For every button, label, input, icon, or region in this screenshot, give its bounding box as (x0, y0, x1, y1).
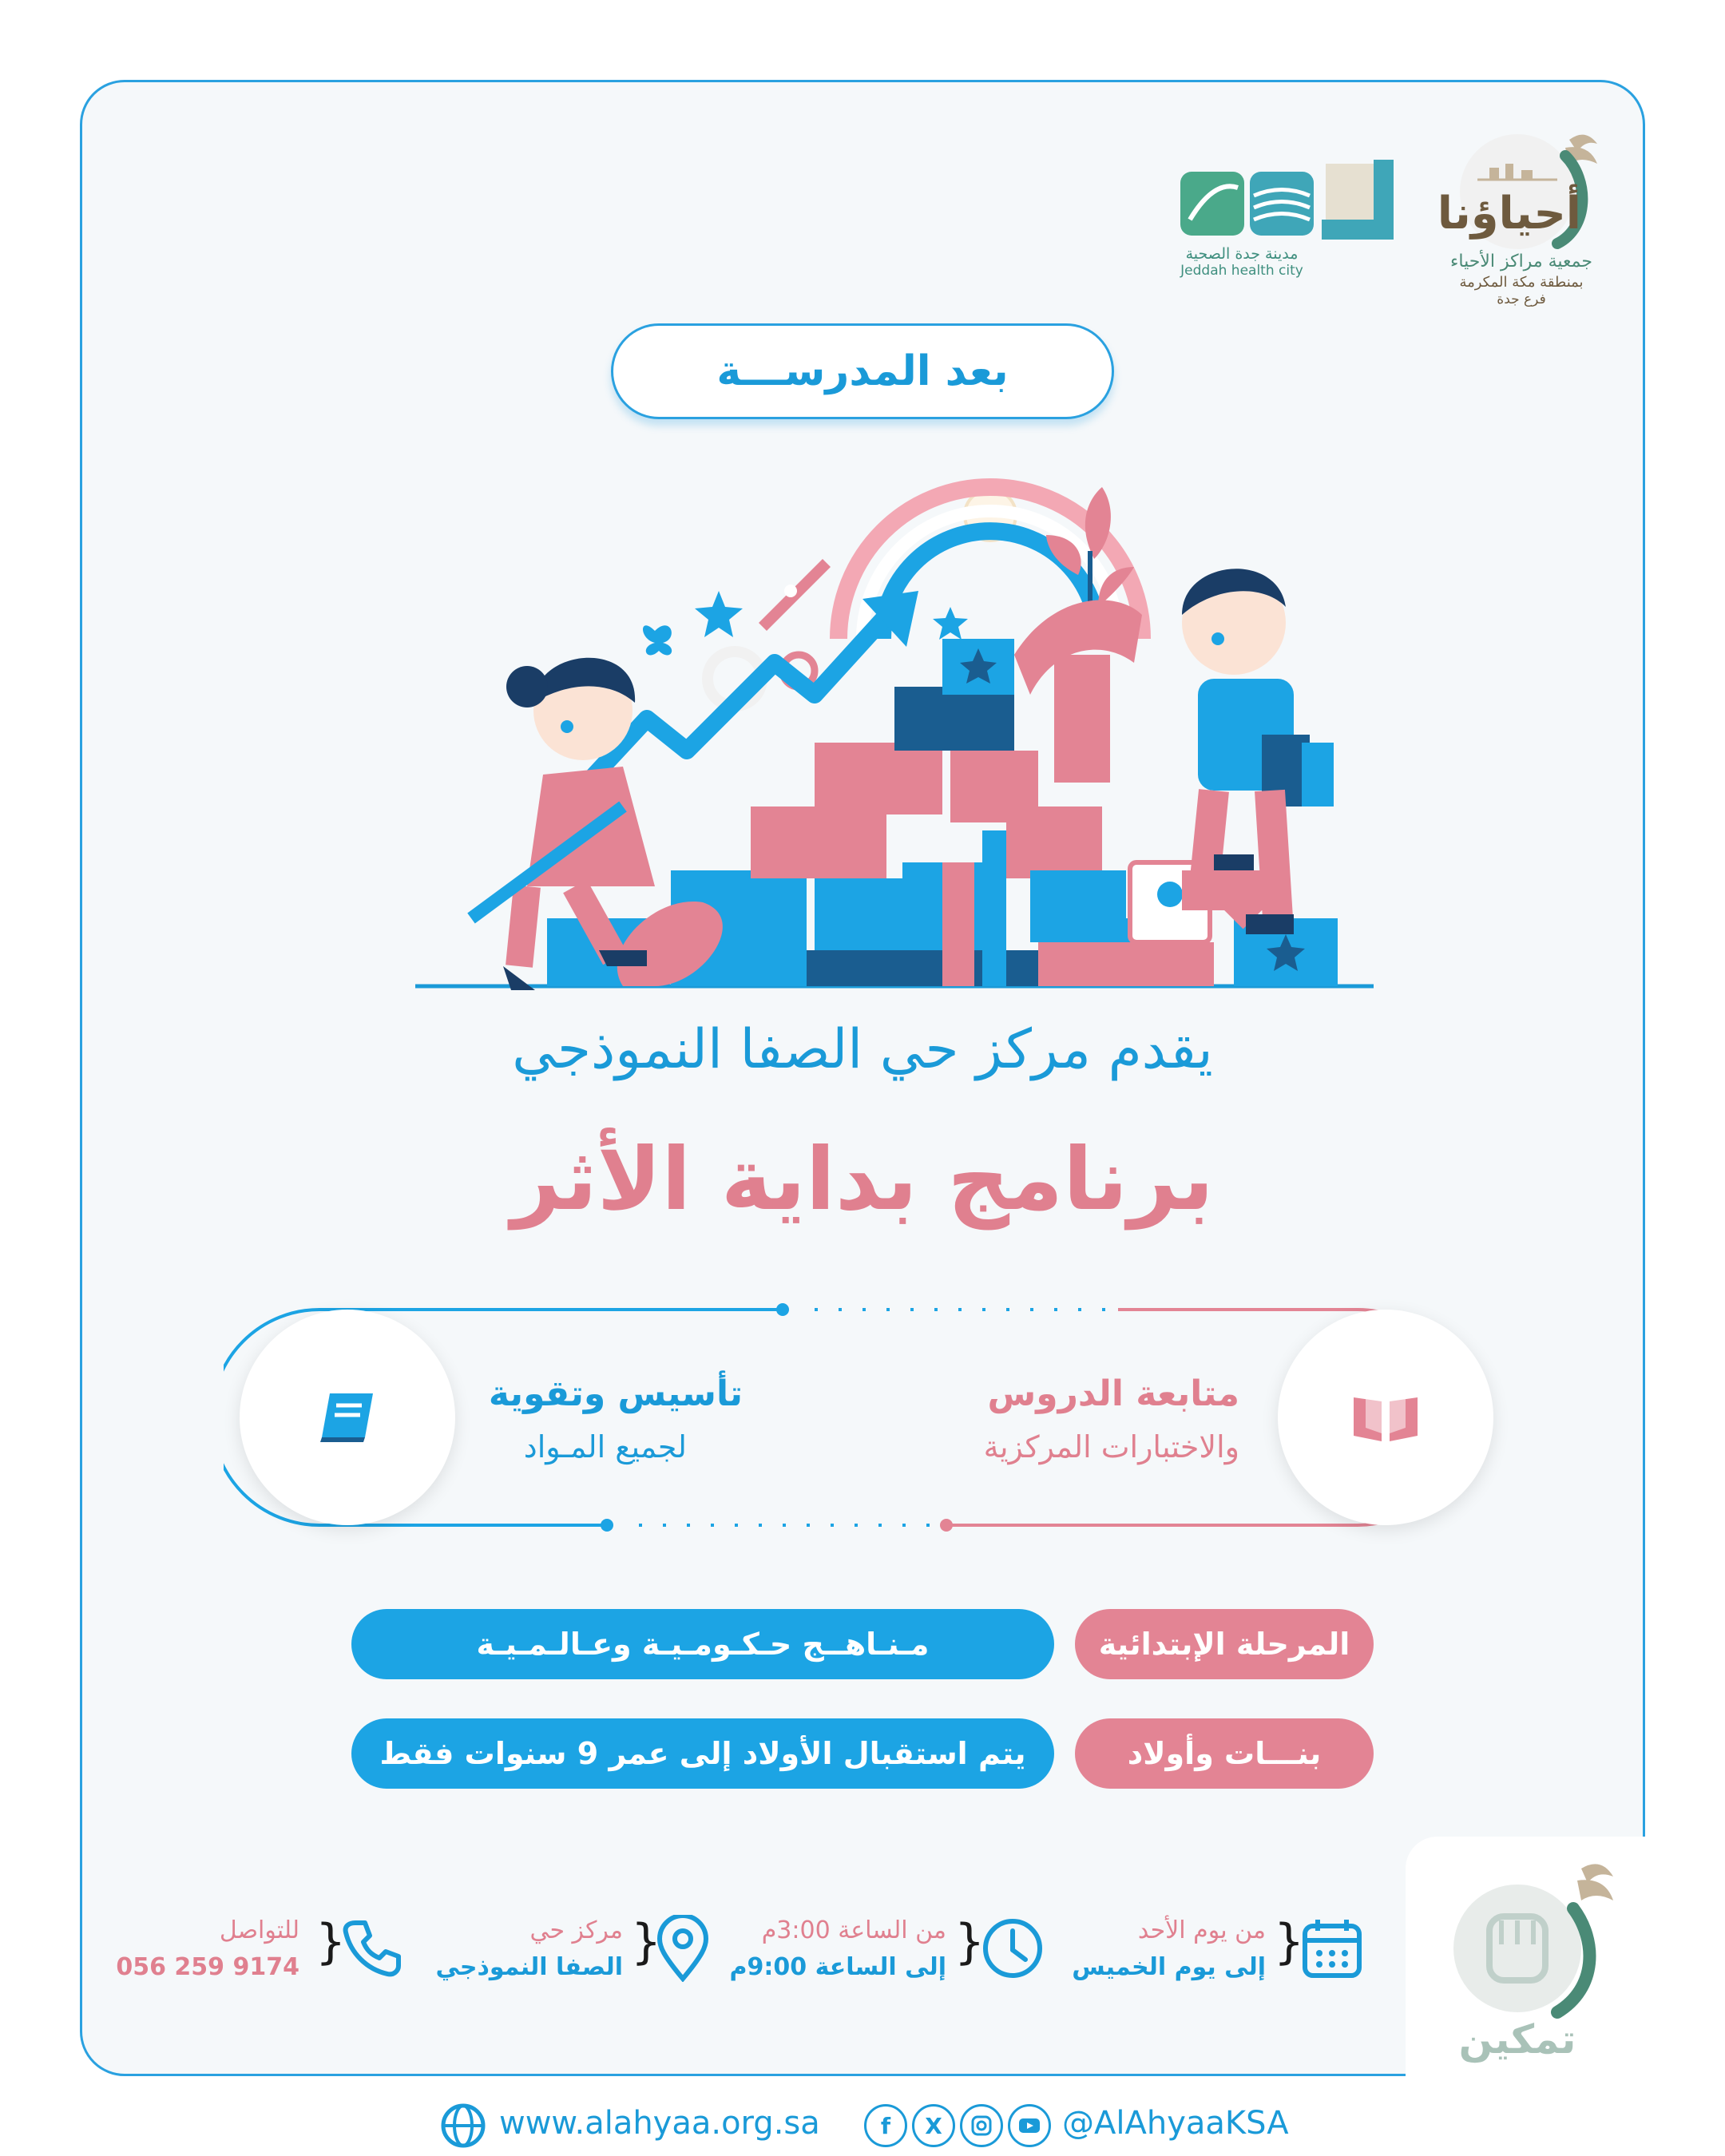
ahyaa-logo (1430, 124, 1613, 307)
phone-icon (339, 1916, 403, 1984)
tamkeen-fist-logo-icon (1422, 1853, 1629, 2028)
x-icon[interactable]: X (912, 2104, 955, 2147)
ahyaa-logo-line1: جمعية مراكز الأحياء (1450, 252, 1592, 271)
instagram-icon[interactable] (960, 2104, 1003, 2147)
jeddah-logo-en: Jeddah health city (1180, 263, 1303, 279)
tag-curricula: مـنـاهــج حـكـومـيـة وعـالـمـيـة (351, 1609, 1054, 1679)
days-to: إلى يوم الخميس (1072, 1953, 1266, 1981)
kids-learning-illustration (415, 471, 1374, 990)
jeddah-logo-ar: مدينة جدة الصحية (1185, 245, 1299, 263)
feature-foundation-sub: لجميع المـواد (523, 1429, 687, 1464)
program-title: برنامج بداية الأثر (511, 1130, 1214, 1230)
jeddah-logo-mark-icon (1174, 156, 1406, 244)
feature-follow-up-sub: والاختبارات المركزية (983, 1429, 1239, 1464)
time-to: إلى الساعة 9:00م (729, 1953, 946, 1981)
globe-icon (439, 2102, 487, 2153)
feature-follow-up-title: متابعة الدروس (987, 1373, 1239, 1414)
tag-age-note: يتم استقبال الأولاد إلى عمر 9 سنوات فقط (351, 1718, 1054, 1789)
location-l1: مركز حي (529, 1916, 623, 1944)
facebook-icon[interactable]: f (864, 2104, 907, 2147)
location-brace: { (631, 1914, 662, 1970)
contact-brace: { (315, 1914, 347, 1970)
after-school-badge: بعد المدرســـة (611, 323, 1114, 419)
youtube-icon[interactable] (1008, 2104, 1051, 2147)
location-pin-icon (655, 1915, 711, 1985)
jeddah-health-city-logo (1174, 156, 1406, 279)
tag-primary-stage: المرحلة الإبتدائية (1075, 1609, 1374, 1679)
contact-phone[interactable]: 056 259 9174 (116, 1953, 299, 1981)
website-link[interactable]: www.alahyaa.org.sa (499, 2105, 820, 2142)
tamkeen-logo (1406, 1837, 1645, 2076)
kids-books-blocks-illustration (415, 471, 1374, 990)
clock-icon (981, 1916, 1045, 1984)
tamkeen-logo-text: تمكين (1458, 2016, 1576, 2063)
social-handle[interactable]: @AlAhyaaKSA (1062, 2105, 1289, 2142)
ahyaa-logo-line2: بمنطقة مكة المكرمة (1459, 274, 1584, 291)
presenter-subtitle: يقدم مركز حي الصفا النموذجي (512, 1018, 1213, 1081)
open-book-circle (1278, 1310, 1493, 1525)
ahyaa-logo-main: أحياؤنا (1437, 188, 1581, 240)
location-l2: الصفا النموذجي (435, 1953, 623, 1981)
time-from: من الساعة 3:00م (761, 1916, 946, 1944)
open-book-icon (1350, 1389, 1422, 1445)
days-from: من يوم الأحد (1137, 1916, 1266, 1944)
contact-label: للتواصل (219, 1916, 299, 1944)
days-brace: { (1274, 1914, 1305, 1970)
feature-foundation-title: تأسيس وتقوية (488, 1373, 743, 1414)
closed-book-icon (315, 1389, 379, 1445)
calendar-icon (1300, 1916, 1364, 1984)
ahyaa-logo-line3: فرع جدة (1497, 291, 1546, 307)
time-brace: { (954, 1914, 985, 1970)
tag-gender: بنـــات وأولاد (1075, 1718, 1374, 1789)
social-icons (864, 2104, 1051, 2147)
closed-book-circle (240, 1310, 455, 1525)
